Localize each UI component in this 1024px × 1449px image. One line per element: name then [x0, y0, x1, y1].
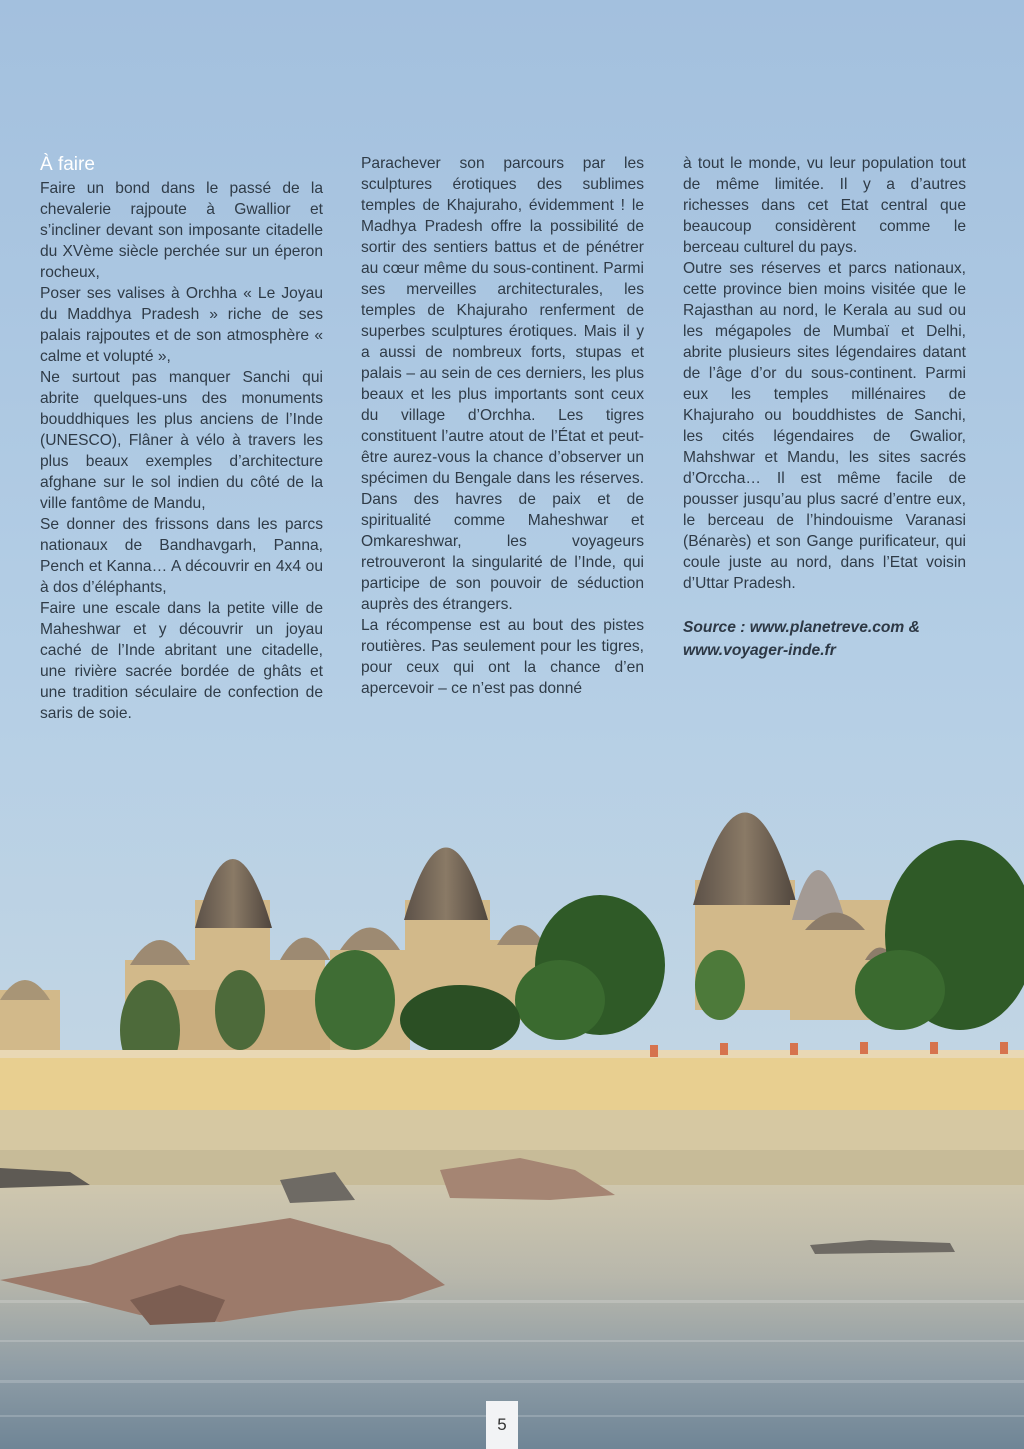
paragraph: Faire un bond dans le passé de la chevalerie rajpoute à Gwallior et s’incliner devant son imposante citadelle du XVème siècle perchée sur un éperon rocheux, — [40, 180, 323, 281]
column-3 — [683, 153, 966, 662]
source-line-2: www.voyager-inde.fr — [683, 642, 836, 659]
riverside-wall — [0, 1050, 1024, 1115]
paragraph: Ne surtout pas manquer Sanchi qui abrite quelques-uns des monuments bouddhiques les plus anciens de l’Inde (UNESCO), Flâner à vélo à travers les plus beaux exemples d’architecture afghane sur le sol indien du côté de la ville fantôme de Mandu, — [40, 369, 323, 512]
paragraph: Parachever son parcours par les sculptures érotiques des sublimes temples de Khajuraho, évidemment ! le Madhya Pradesh offre la possibilité de sortir des sentiers battus et de pénétrer au cœur même du sous-continent. Parmi ses merveilles architecturales, les temples de Khajuraho renferment de superbes sculptures érotiques. Mais il y a aussi de nombreux forts, stupas et palais – au sein de ces derniers, les plus beaux et les plus importants sont ceux du village d’Orchha. Les tigres constituent l’autre atout de l’État et peut-être aurez-vous la chance d’observer un spécimen du Bengale dans les réserves. Dans des havres de paix et de spiritualité comme Maheshwar et Omkareshwar, les voyageurs retrouveront la singularité de l’Inde, qui participe de son pouvoir de séduction auprès des étrangers. — [361, 155, 644, 613]
paragraph: La récompense est au bout des pistes routières. Pas seulement pour les tigres, pour ceux qui ont la chance d’en apercevoir – ce n’est pas donné — [361, 617, 644, 697]
paragraph: Outre ses réserves et parcs nationaux, cette province bien moins visitée que le Rajasthan au nord, le Kerala au sud ou les mégapoles de Mumbaï et Delhi, abrite plusieurs sites légendaires datant de l’âge d’or du sous-continent. Parmi eux les temples millénaires de Khajuraho ou bouddhistes de Sanchi, les cités légendaires de Gwalior, Mahshwar et Mandu, les sites sacrés d’Orccha… Il est même facile de pousser jusqu’au plus sacré d’entre eux, le berceau de l’hindouisme Varanasi (Bénarès) et son Gange purificateur, qui coule juste au nord, dans l’Etat voisin d’Uttar Pradesh. — [683, 260, 966, 592]
source-line-1: Source : www.planetreve.com & — [683, 619, 920, 636]
section-heading-a-faire: À faire — [40, 154, 95, 175]
source-credit — [683, 616, 966, 662]
paragraph: Faire une escale dans la petite ville de Maheshwar et y découvrir un joyau caché de l’Inde abritant une citadelle, une rivière sacrée bordée de ghâts et une tradition séculaire de confection de saris de soie. — [40, 600, 323, 722]
paragraph: Se donner des frissons dans les parcs nationaux de Bandhavgarh, Panna, Pench et Kanna… A découvrir en 4x4 ou à dos d’éléphants, — [40, 516, 323, 596]
paragraph: à tout le monde, vu leur population tout de même limitée. Il y a d’autres richesses dans cet Etat central que beaucoup considèrent comme le berceau culturel du pays. — [683, 155, 966, 256]
page-number: 5 — [486, 1401, 518, 1449]
column-2 — [361, 153, 644, 699]
column-1 — [40, 153, 323, 724]
paragraph: Poser ses valises à Orchha « Le Joyau du Maddhya Pradesh » riche de ses palais rajpoutes et de son atmosphère « calme et volupté », — [40, 285, 323, 365]
